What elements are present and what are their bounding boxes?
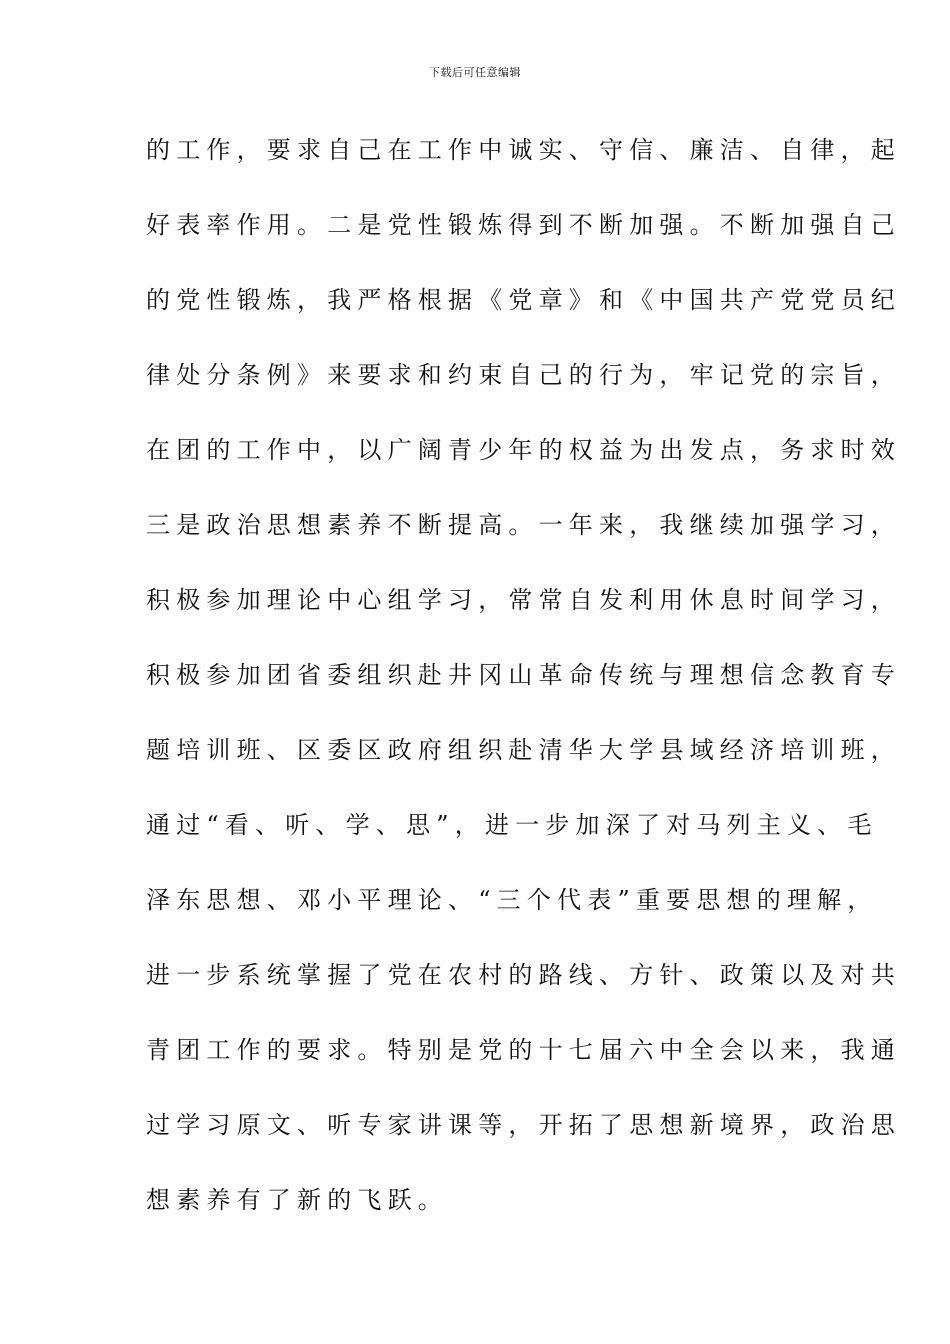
text-line: 通过“看、听、学、思”，进一步加深了对马列主义、毛 [146,811,878,839]
text-line: 青团工作的要求。特别是党的十七届六中全会以来，我通 [146,1036,901,1064]
text-line: 积极参加理论中心组学习，常常自发利用休息时间学习， [146,586,901,614]
text-line: 进一步系统掌握了党在农村的路线、方针、政策以及对共 [146,961,901,989]
text-line: 题培训班、区委区政府组织赴清华大学县域经济培训班， [146,736,901,764]
text-line: 积极参加团省委组织赴井冈山革命传统与理想信念教育专 [146,661,901,689]
text-line: 在团的工作中，以广阔青少年的权益为出发点，务求时效 [146,436,901,464]
text-line: 律处分条例》来要求和约束自己的行为，牢记党的宗旨， [146,361,901,389]
text-line: 想素养有了新的飞跃。 [146,1186,448,1214]
text-line: 泽东思想、邓小平理论、“三个代表”重要思想的理解， [146,886,878,914]
text-line: 三是政治思想素养不断提高。一年来，我继续加强学习， [146,511,901,539]
body-paragraph [146,123,901,1248]
text-line: 的党性锻炼，我严格根据《党章》和《中国共产党党员纪 [146,286,901,314]
text-line: 的工作，要求自己在工作中诚实、守信、廉洁、自律，起 [146,136,901,164]
text-line: 好表率作用。二是党性锻炼得到不断加强。不断加强自己 [146,211,901,239]
page-header: 下载后可任意编辑 [429,66,521,79]
text-line: 过学习原文、听专家讲课等，开拓了思想新境界，政治思 [146,1111,901,1139]
